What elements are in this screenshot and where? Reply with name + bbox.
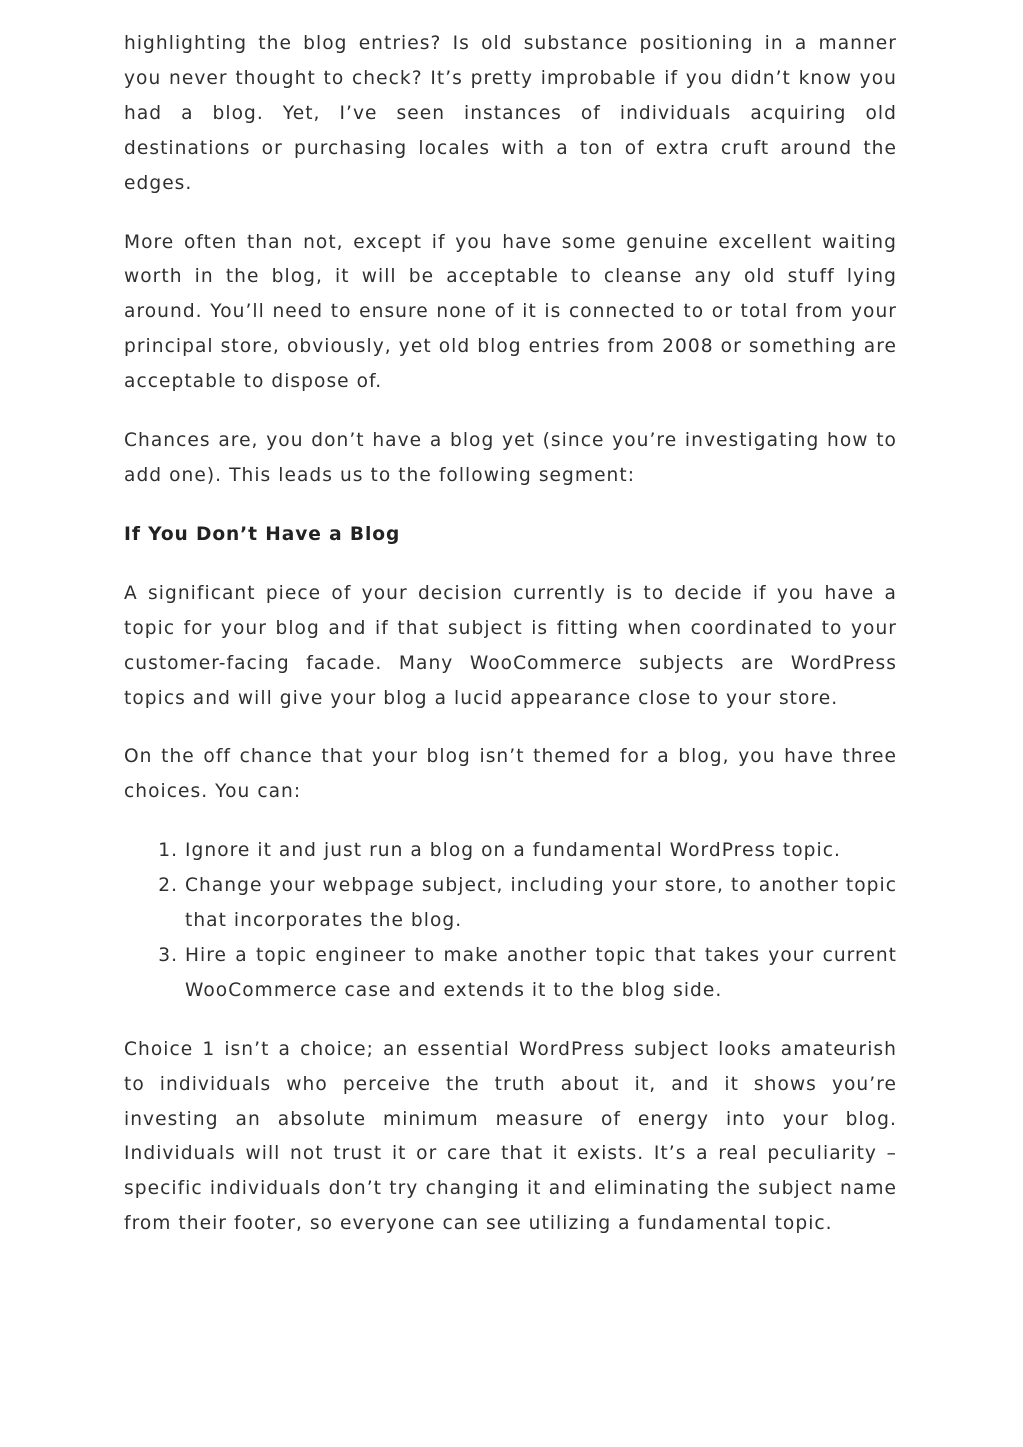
paragraph: On the off chance that your blog isn’t themed for a blog, you have three choices. You can: — [124, 746, 897, 803]
list-item: 2. Change your webpage subject, including your store, to another topic that incorporates the blog. — [185, 869, 897, 939]
paragraph: Choice 1 isn’t a choice; an essential WordPress subject looks amateurish to individuals who perceive the truth about it, and it shows you’re investing an absolute minimum measure of energy into your blog. Individuals will not trust it or care that it exists. It’s a real peculiarity – specific individuals don’t try changing it and eliminating the subject name from their footer, so everyone can see utilizing a fundamental topic. — [124, 1038, 897, 1235]
choices-list — [124, 834, 897, 1009]
list-item: 3. Hire a topic engineer to make another topic that takes your current WooCommerce case and extends it to the blog side. — [185, 939, 897, 1009]
paragraph: A significant piece of your decision currently is to decide if you have a topic for your blog and if that subject is fitting when coordinated to your customer-facing facade. Many WooCommerce subjects are WordPress topics and will give your blog a lucid appearance close to your store. — [124, 582, 897, 709]
section-heading: If You Don’t Have a Blog — [124, 523, 401, 545]
article-body — [124, 27, 897, 1266]
list-item: 1. Ignore it and just run a blog on a fundamental WordPress topic. — [185, 834, 897, 869]
paragraph: highlighting the blog entries? Is old substance positioning in a manner you never thought to check? It’s pretty improbable if you didn’t know you had a blog. Yet, I’ve seen instances of individuals acquiring old destinations or purchasing locales with a ton of extra cruft around the edges. — [124, 33, 897, 194]
paragraph: Chances are, you don’t have a blog yet (since you’re investigating how to add one). This leads us to the following segment: — [124, 430, 897, 486]
paragraph: More often than not, except if you have some genuine excellent waiting worth in the blog, it will be acceptable to cleanse any old stuff lying around. You’ll need to ensure none of it is connected to or total from your principal store, obviously, yet old blog entries from 2008 or something are acceptable to dispose of. — [124, 231, 897, 393]
